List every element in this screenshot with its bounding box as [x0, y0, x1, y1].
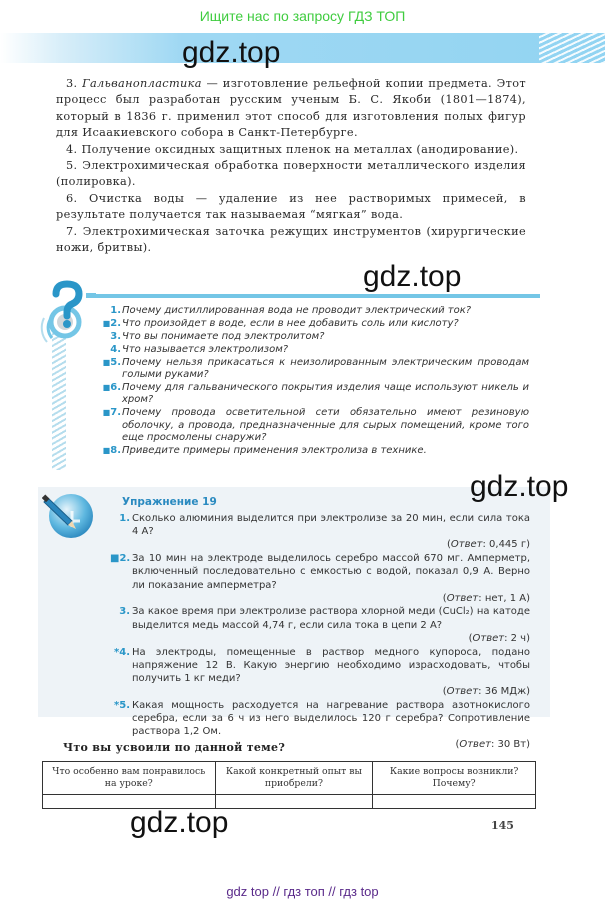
question-text: Почему дистиллированная вода не проводит электрический ток?: [122, 305, 472, 316]
exercise-title: Упражнение 19: [122, 496, 217, 508]
exercise-text: Какая мощность расходуется на нагревание раствора азотнокислого серебра, если за 6 ч из него выделилось 120 г серебра? Сопротивление раствора 1,2 Ом.: [132, 699, 530, 738]
table-header-row: [43, 762, 536, 795]
exercise-answer: (Ответ: 0,445 г): [446, 539, 530, 551]
body-text: [56, 76, 526, 256]
top-banner: [0, 0, 605, 32]
question-item: [102, 317, 529, 330]
summary-table: [42, 761, 536, 809]
paragraph-number: 5.: [66, 159, 78, 173]
exercise-number: 3.: [119, 606, 130, 618]
question-text: Почему нельзя прикасаться к неизолированным электрическим проводам голыми руками?: [122, 356, 529, 381]
exercise-item: [110, 552, 530, 605]
question-item: [112, 305, 529, 317]
question-item: [102, 356, 529, 382]
paragraph-text: Получение оксидных защитных пленок на металлах (анодирование).: [81, 142, 519, 156]
question-item: [112, 344, 529, 356]
question-number: ■2.: [102, 317, 121, 329]
pencil-icon: [42, 491, 100, 539]
review-questions: [102, 305, 529, 458]
exercise-item: [119, 605, 530, 645]
exercise-item: [114, 646, 530, 699]
table-row: [43, 795, 536, 809]
paragraph-3: [56, 76, 526, 142]
question-text: Что вы понимаете под электролитом?: [122, 330, 325, 342]
question-item: [112, 331, 529, 343]
question-number: 1.: [110, 305, 121, 316]
exercise-text: Сколько алюминия выделится при электролизе за 20 мин, если сила тока 4 А?: [132, 513, 530, 538]
question-number: ■8.: [102, 444, 121, 456]
top-banner-text: Ищите нас по запросу ГДЗ ТОП: [199, 8, 406, 24]
watermark: gdz.top: [470, 470, 569, 503]
paragraph-text: Электрохимическая обработка поверхности металлического изделия (полировка).: [56, 159, 526, 189]
question-text: Почему провода осветительной сети обязательно имеют резиновую оболочку, а провода, предназначенные для сырых помещений, кроме того еще просмолены снаружи?: [122, 407, 529, 444]
paragraph-number: 4.: [66, 142, 78, 156]
paragraph-4: [56, 142, 526, 158]
watermark: gdz.top: [130, 806, 229, 839]
exercise-answer: (Ответ: 30 Вт): [455, 739, 530, 751]
question-number: 4.: [110, 343, 121, 355]
paragraph-number: 3.: [66, 77, 78, 90]
exercise-number: ■2.: [110, 553, 131, 565]
exercise-text: За какое время при электролизе раствора хлорной меди (CuCl₂) на катоде выделится медь массой 4,74 г, если сила тока в цепи 2 А?: [132, 606, 530, 631]
paragraph-text: — изготовление рельефной копии предмета. Этот процесс был разработан русским ученым Б. С. Якоби (1801—1874), который в 1836 г. применил этот способ для изготовления полых фигур для Исаакиевского собора в Санкт-Петербурге.: [56, 77, 526, 140]
question-text: Приведите примеры применения электролиза в технике.: [122, 444, 427, 456]
question-text: Что произойдет в воде, если в нее добавить соль или кислоту?: [122, 317, 459, 329]
question-item: [102, 444, 529, 457]
table-header-cell: Какие вопросы возникли? Почему?: [373, 762, 536, 795]
question-text: Что называется электролизом?: [122, 343, 289, 355]
paragraph-number: 7.: [66, 224, 78, 238]
paragraph-7: [56, 224, 526, 257]
question-text: Почему для гальванического покрытия изделия чаще используют никель и хром?: [122, 381, 529, 406]
paragraph-text: Электрохимическая заточка режущих инструментов (хирургические ножи, бритвы).: [56, 224, 526, 255]
exercise-number: *4.: [114, 646, 130, 658]
paragraph-text: Очистка воды — удаление из нее растворимых примесей, в результате получается так называемая “мягкая” вода.: [56, 191, 526, 222]
table-header-cell: Что особенно вам понравилось на уроке?: [43, 762, 216, 795]
table-cell[interactable]: [215, 795, 373, 809]
paragraph-number: 6.: [66, 191, 78, 205]
exercise-item: [119, 512, 530, 552]
paragraph-5: [56, 158, 526, 191]
question-number: ■7.: [102, 407, 121, 419]
watermark: gdz.top: [363, 260, 462, 293]
question-number: 3.: [110, 330, 121, 342]
question-number: ■6.: [102, 381, 121, 393]
exercise-answer: (Ответ: 2 ч): [468, 632, 530, 644]
summary-title: Что вы усвоили по данной теме?: [63, 741, 286, 754]
footer-links[interactable]: gdz top // гдз топ // гдз top: [226, 884, 379, 899]
exercise-answer: (Ответ: нет, 1 А): [442, 592, 530, 604]
question-item: [102, 407, 529, 444]
exercise-number: *5.: [114, 699, 130, 711]
watermark: gdz.top: [182, 36, 281, 69]
header-stripes: [539, 33, 605, 63]
term-galvanoplastika: Гальванопластика: [82, 77, 202, 90]
page-number: 145: [491, 819, 514, 832]
exercise-answer: (Ответ: 36 МДж): [442, 686, 530, 698]
header-band: [0, 33, 605, 63]
exercise-number: 1.: [119, 513, 130, 524]
exercise-text: За 10 мин на электроде выделилось серебро массой 670 мг. Амперметр, включенный последовательно с емкостью с водой, показал 0,9 А. Верно ли показание амперметра?: [132, 553, 530, 591]
paragraph-6: [56, 191, 526, 224]
table-header-cell: Какой конкретный опыт вы приобрели?: [215, 762, 373, 795]
question-number: ■5.: [102, 356, 121, 368]
table-cell[interactable]: [373, 795, 536, 809]
question-item: [102, 381, 529, 407]
exercise-list: [110, 512, 530, 752]
question-mark-icon: [38, 280, 96, 360]
exercise-text: На электроды, помещенные в раствор медного купороса, подано напряжение 12 В. Какую энергию необходимо израсходовать, чтобы получить 1 кг меди?: [132, 646, 530, 684]
questions-divider: [90, 294, 540, 298]
